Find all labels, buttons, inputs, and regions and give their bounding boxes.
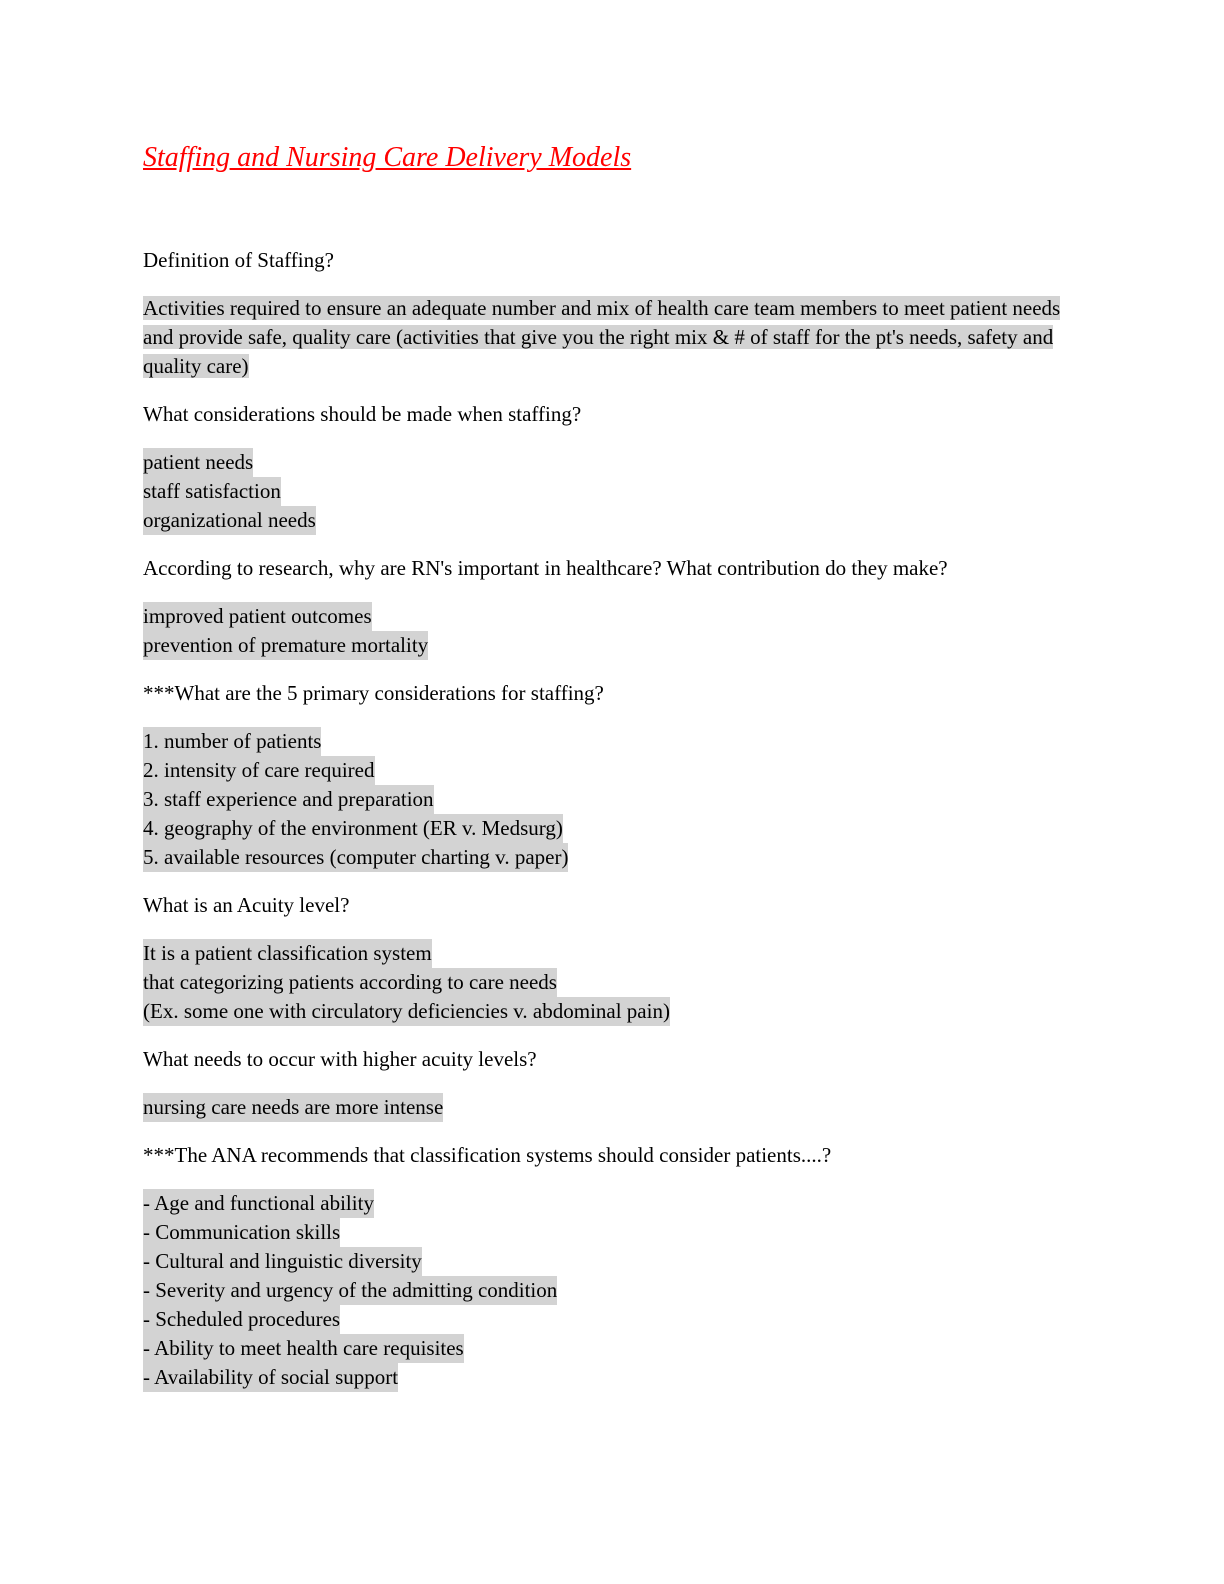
highlighted-answer-text: - Severity and urgency of the admitting condition <box>143 1276 557 1305</box>
answer-block <box>143 1189 1063 1392</box>
highlighted-answer-text: 5. available resources (computer charting v. paper) <box>143 843 568 872</box>
highlighted-answer-text: that categorizing patients according to care needs <box>143 968 557 997</box>
highlighted-answer-text: 2. intensity of care required <box>143 756 375 785</box>
answer-line <box>143 1305 1063 1334</box>
question-text: Definition of Staffing? <box>143 248 334 272</box>
question-text: What is an Acuity level? <box>143 893 350 917</box>
highlighted-answer-text: 4. geography of the environment (ER v. Medsurg) <box>143 814 563 843</box>
answer-line <box>143 785 1063 814</box>
question-text: According to research, why are RN's important in healthcare? What contribution do they make? <box>143 556 948 580</box>
answer-line <box>143 1189 1063 1218</box>
answer-line <box>143 1218 1063 1247</box>
answer-line <box>143 814 1063 843</box>
highlighted-answer-text: prevention of premature mortality <box>143 631 428 660</box>
answer-block <box>143 939 1063 1026</box>
answer-block <box>143 1093 1063 1122</box>
answer-block <box>143 448 1063 535</box>
answer-line <box>143 1247 1063 1276</box>
answer-paragraph <box>143 294 1063 381</box>
highlighted-answer-text: - Scheduled procedures <box>143 1305 340 1334</box>
highlighted-answer-text: (Ex. some one with circulatory deficiencies v. abdominal pain) <box>143 997 670 1026</box>
answer-line <box>143 506 1063 535</box>
question-text: What considerations should be made when staffing? <box>143 402 582 426</box>
answer-line <box>143 1093 1063 1122</box>
highlighted-answer-text: It is a patient classification system <box>143 939 432 968</box>
highlighted-answer-text: patient needs <box>143 448 253 477</box>
answer-line <box>143 727 1063 756</box>
highlighted-answer-text: 3. staff experience and preparation <box>143 785 434 814</box>
answer-line <box>143 1363 1063 1392</box>
document-body <box>143 246 1063 1411</box>
answer-line <box>143 1276 1063 1305</box>
highlighted-answer-text: - Communication skills <box>143 1218 340 1247</box>
highlighted-answer-text: nursing care needs are more intense <box>143 1093 443 1122</box>
answer-line <box>143 631 1063 660</box>
answer-block <box>143 727 1063 872</box>
highlighted-answer-text: - Ability to meet health care requisites <box>143 1334 464 1363</box>
highlighted-answer-text: staff satisfaction <box>143 477 281 506</box>
question-text: What needs to occur with higher acuity levels? <box>143 1047 537 1071</box>
highlighted-answer-text: organizational needs <box>143 506 316 535</box>
highlighted-answer-text: - Cultural and linguistic diversity <box>143 1247 422 1276</box>
question-text: ***The ANA recommends that classification systems should consider patients....? <box>143 1143 832 1167</box>
answer-block <box>143 602 1063 660</box>
answer-line <box>143 756 1063 785</box>
answer-line <box>143 968 1063 997</box>
answer-line <box>143 1334 1063 1363</box>
answer-line <box>143 477 1063 506</box>
highlighted-answer-text: Activities required to ensure an adequate number and mix of health care team members to meet patient needs and provide safe, quality care (activities that give you the right mix & # of staff for the pt's needs, safety and quality care) <box>143 296 1061 378</box>
answer-line <box>143 939 1063 968</box>
highlighted-answer-text: 1. number of patients <box>143 727 321 756</box>
question-text: ***What are the 5 primary considerations for staffing? <box>143 681 604 705</box>
answer-line <box>143 448 1063 477</box>
answer-line <box>143 843 1063 872</box>
highlighted-answer-text: - Age and functional ability <box>143 1189 374 1218</box>
highlighted-answer-text: - Availability of social support <box>143 1363 398 1392</box>
answer-line <box>143 997 1063 1026</box>
document-title: Staffing and Nursing Care Delivery Models <box>143 142 632 173</box>
highlighted-answer-text: improved patient outcomes <box>143 602 372 631</box>
answer-line <box>143 602 1063 631</box>
